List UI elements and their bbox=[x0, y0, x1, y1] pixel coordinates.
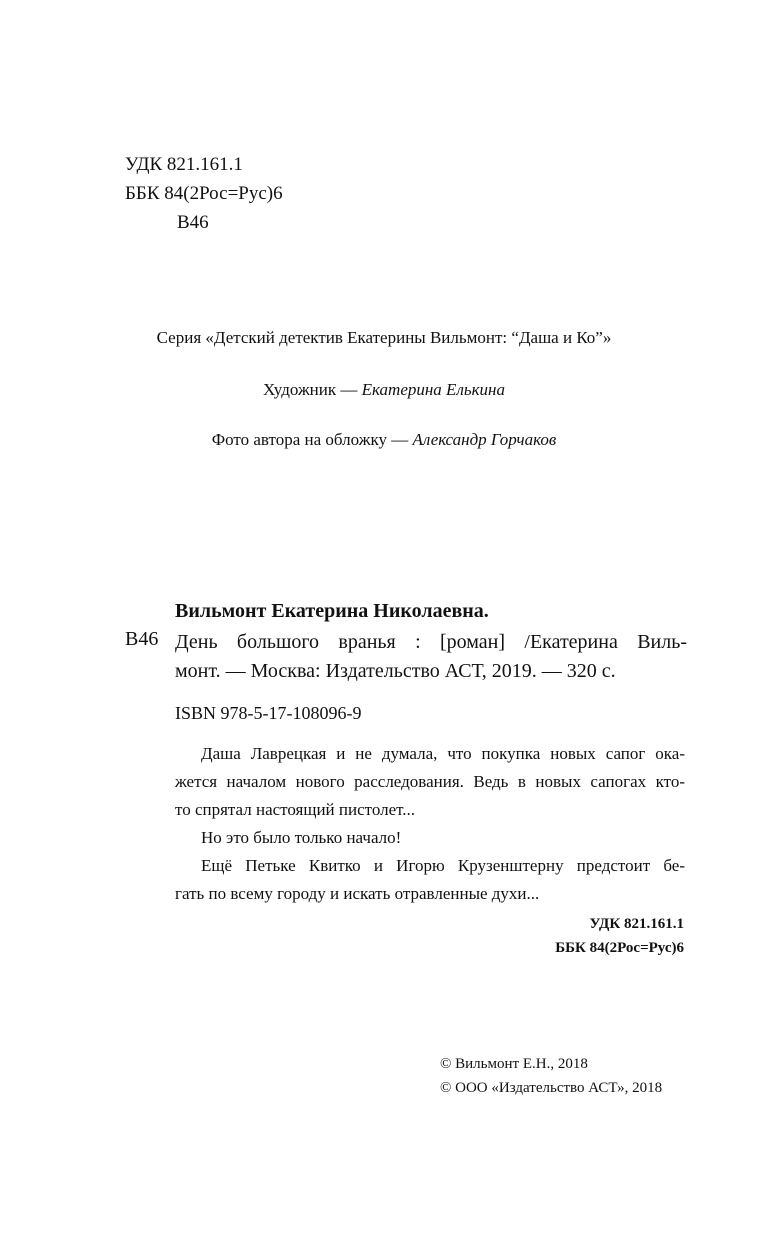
copyright-block bbox=[440, 1052, 662, 1100]
bbk-code: ББК 84(2Рос=Рус)6 bbox=[125, 183, 283, 204]
annotation-line: жется началом нового расследования. Ведь в новых сапогах кто- bbox=[175, 772, 685, 791]
annotation-line: гать по всему городу и искать отравленные духи... bbox=[175, 884, 540, 903]
copyright-author: © Вильмонт Е.Н., 2018 bbox=[440, 1056, 588, 1072]
entry-code: В46 bbox=[125, 628, 159, 650]
classification-repeat bbox=[500, 912, 684, 960]
udk-code: УДК 821.161.1 bbox=[125, 154, 243, 175]
illustrator-line bbox=[0, 380, 768, 400]
series-line bbox=[0, 328, 768, 348]
entry-description bbox=[175, 628, 687, 686]
illustrator-name: Екатерина Елькина bbox=[361, 380, 505, 399]
annotation bbox=[175, 740, 685, 908]
bbk-code-repeat: ББК 84(2Рос=Рус)6 bbox=[555, 940, 684, 956]
isbn: ISBN 978-5-17-108096-9 bbox=[175, 703, 362, 723]
photo-credit-line bbox=[0, 430, 768, 450]
author-mark: В46 bbox=[177, 212, 209, 233]
annotation-line: Даша Лаврецкая и не думала, что покупка новых сапог ока- bbox=[201, 744, 685, 763]
annotation-line: то спрятал настоящий пистолет... bbox=[175, 800, 416, 819]
annotation-line: Но это было только начало! bbox=[201, 828, 402, 847]
classification-block bbox=[125, 150, 283, 237]
annotation-line: Ещё Петьке Квитко и Игорю Крузенштерну предстоит бе- bbox=[201, 856, 685, 875]
copyright-publisher: © ООО «Издательство АСТ», 2018 bbox=[440, 1080, 663, 1096]
photographer-name: Александр Горчаков bbox=[412, 430, 557, 449]
photo-label: Фото автора на обложку — bbox=[211, 430, 413, 449]
udk-code-repeat: УДК 821.161.1 bbox=[589, 916, 684, 932]
illustrator-label: Художник — bbox=[263, 380, 362, 399]
entry-author: Вильмонт Екатерина Николаевна. bbox=[175, 600, 489, 622]
entry-description-line: монт. — Москва: Издательство АСТ, 2019. — 320 с. bbox=[175, 660, 616, 682]
entry-description-line: День большого вранья : [роман] /Екатерина Виль- bbox=[175, 631, 687, 653]
series-text: Серия «Детский детектив Екатерины Вильмонт: “Даша и Ко”» bbox=[156, 328, 612, 347]
